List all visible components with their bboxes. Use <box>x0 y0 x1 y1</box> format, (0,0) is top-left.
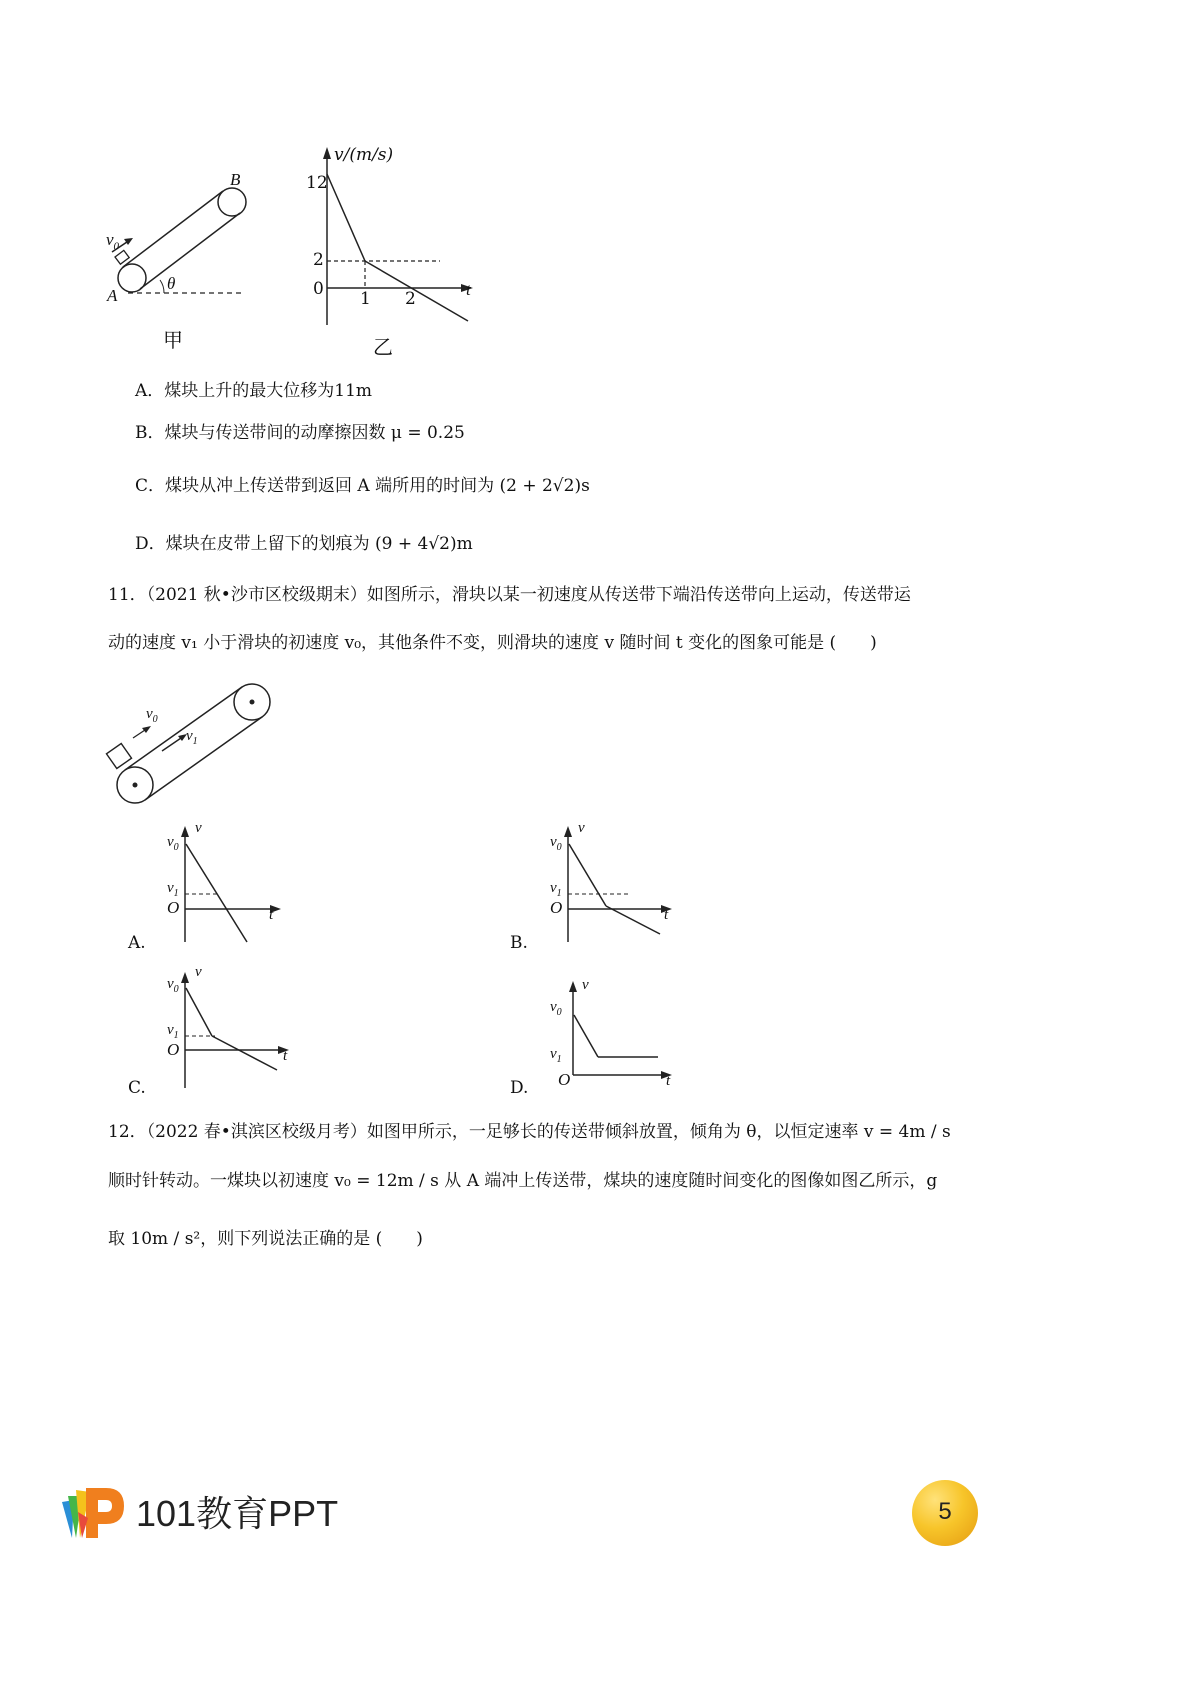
logo-text: 101教育PPT <box>136 1493 339 1534</box>
q12-line-2: 顺时针转动。一煤块以初速度 v₀ = 12m / s 从 A 端冲上传送带，煤块的速度随时间变化的图像如图乙所示，g <box>108 1171 938 1191</box>
logo-icon <box>58 1482 130 1542</box>
q11-line-2: 动的速度 v₁ 小于滑块的初速度 v₀，其他条件不变，则滑块的速度 v 随时间 t 变化的图象可能是 ( ) <box>108 633 877 653</box>
belt-v1-label: $v_1$ <box>186 728 198 747</box>
graph-c-t: t <box>283 1048 288 1064</box>
graph-c-v1: $v_1$ <box>167 1022 179 1041</box>
graph-b-v0: $v_0$ <box>550 834 562 853</box>
graph-d-v: v <box>582 977 589 993</box>
q10-option-a: A．煤块上升的最大位移为11m <box>135 381 373 401</box>
q11-option-b-label[interactable]: B. <box>510 933 528 953</box>
graph-a-t: t <box>269 907 274 923</box>
graph-a-v: v <box>195 820 202 836</box>
graph-c-origin: O <box>167 1040 180 1059</box>
graph-d-t: t <box>666 1073 671 1089</box>
page-number: 5 <box>938 1498 952 1525</box>
q10-option-b: B．煤块与传送带间的动摩擦因数 μ = 0.25 <box>135 423 465 443</box>
q10-option-d: D．煤块在皮带上留下的划痕为 (9 + 4√2)m <box>135 534 473 554</box>
q12-line-3: 取 10m / s²，则下列说法正确的是 ( ) <box>108 1229 423 1249</box>
q11-graph-d[interactable] <box>538 975 688 1095</box>
q11-option-d-label[interactable]: D. <box>510 1078 529 1098</box>
x-tick-2: 2 <box>405 289 416 309</box>
belt-v0-label: $v_0$ <box>146 706 158 725</box>
page-number-badge <box>912 1480 978 1546</box>
graph-d-v0: $v_0$ <box>550 999 562 1018</box>
graph-b-v1: $v_1$ <box>550 880 562 899</box>
label-theta: θ <box>167 274 176 293</box>
graph-b-origin: O <box>550 898 563 917</box>
t-axis-label: t <box>466 280 471 299</box>
graph-b-t: t <box>664 907 669 923</box>
y-tick-12: 12 <box>306 173 328 193</box>
label-A: A <box>107 286 118 305</box>
q11-option-a-label[interactable]: A. <box>128 933 146 953</box>
graph-a-v1: $v_1$ <box>167 880 179 899</box>
y-tick-2: 2 <box>313 250 324 270</box>
graph-d-origin: O <box>558 1070 571 1089</box>
q11-graph-b[interactable] <box>538 822 678 947</box>
graph-c-v: v <box>195 964 202 980</box>
q11-option-c-label[interactable]: C. <box>128 1078 146 1098</box>
caption-yi: 乙 <box>373 335 393 359</box>
q11-graph-c[interactable] <box>155 964 295 1093</box>
label-B: B <box>230 170 241 189</box>
q11-graph-a[interactable] <box>155 822 295 947</box>
label-v0: $v_0$ <box>106 230 120 253</box>
graph-b-v: v <box>578 820 585 836</box>
x-tick-1: 1 <box>360 289 371 309</box>
graph-a-v0: $v_0$ <box>167 834 179 853</box>
origin-0: 0 <box>313 279 324 299</box>
graph-a-origin: O <box>167 898 180 917</box>
graph-d-v1: $v_1$ <box>550 1046 562 1065</box>
y-axis-label: v/(m/s) <box>334 145 394 165</box>
graph-c-v0: $v_0$ <box>167 976 179 995</box>
q10-option-c: C．煤块从冲上传送带到返回 A 端所用的时间为 (2 + 2√2)s <box>135 476 590 496</box>
q11-line-1: 11．（2021 秋•沙市区校级期末）如图所示，滑块以某一初速度从传送带下端沿传送带向上运动，传送带运 <box>108 585 911 605</box>
caption-jia: 甲 <box>163 328 183 352</box>
q12-line-1: 12．（2022 春•淇滨区校级月考）如图甲所示，一足够长的传送带倾斜放置，倾角为 θ，以恒定速率 v = 4m / s <box>108 1122 951 1142</box>
